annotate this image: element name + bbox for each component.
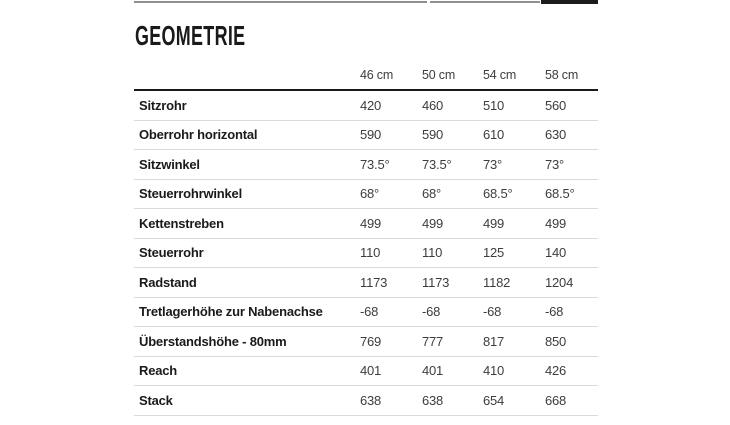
- row-label: Stack: [139, 392, 173, 408]
- cell-value: 777: [422, 333, 444, 349]
- cell-value: 510: [483, 97, 505, 113]
- cell-value: 68.5°: [545, 186, 575, 202]
- active-tab-indicator[interactable]: [541, 0, 598, 4]
- row-label: Tretlagerhöhe zur Nabenachse: [139, 304, 323, 320]
- column-header-50cm: 50 cm: [422, 67, 456, 82]
- row-label: Sitzrohr: [139, 97, 187, 113]
- table-row-tretlagerhoehe: [134, 298, 598, 328]
- cell-value: 850: [545, 333, 567, 349]
- cell-value: 590: [422, 127, 444, 143]
- cell-value: 638: [422, 392, 444, 408]
- tab-border-left[interactable]: [134, 1, 427, 3]
- cell-value: 1182: [483, 274, 511, 290]
- row-label: Kettenstreben: [139, 215, 224, 231]
- page-title: GEOMETRIE: [135, 20, 246, 51]
- row-label: Überstandshöhe - 80mm: [139, 333, 287, 349]
- cell-value: 560: [545, 97, 567, 113]
- column-header-54cm: 54 cm: [483, 67, 517, 82]
- cell-value: 73°: [483, 156, 503, 172]
- cell-value: 110: [360, 245, 381, 261]
- table-row-steuerrohrwinkel: [134, 180, 598, 210]
- row-label: Reach: [139, 363, 178, 379]
- table-row-kettenstreben: [134, 209, 598, 239]
- cell-value: 638: [360, 392, 382, 408]
- table-row-stack: [134, 386, 598, 416]
- row-label: Oberrohr horizontal: [139, 127, 258, 143]
- cell-value: -68: [483, 304, 502, 320]
- cell-value: 73.5°: [360, 156, 390, 172]
- cell-value: 630: [545, 127, 567, 143]
- cell-value: 1173: [360, 274, 388, 290]
- cell-value: -68: [422, 304, 441, 320]
- cell-value: 140: [545, 245, 567, 261]
- geometry-table: [134, 60, 598, 416]
- cell-value: 1173: [422, 274, 450, 290]
- cell-value: 499: [422, 215, 444, 231]
- row-label: Sitzwinkel: [139, 156, 200, 172]
- cell-value: 610: [483, 127, 505, 143]
- cell-value: 817: [483, 333, 505, 349]
- tab-border-middle[interactable]: [430, 1, 540, 3]
- cell-value: 499: [483, 215, 505, 231]
- cell-value: 499: [360, 215, 382, 231]
- cell-value: 499: [545, 215, 567, 231]
- cell-value: 654: [483, 392, 505, 408]
- cell-value: 420: [360, 97, 382, 113]
- column-header-58cm: 58 cm: [545, 67, 579, 82]
- cell-value: 125: [483, 245, 505, 261]
- table-row-oberrohr-horizontal: [134, 121, 598, 151]
- table-row-steuerrohr: [134, 239, 598, 269]
- row-label: Radstand: [139, 274, 197, 290]
- row-label: Steuerrohrwinkel: [139, 186, 242, 202]
- cell-value: 401: [422, 363, 444, 379]
- cell-value: 1204: [545, 274, 574, 290]
- cell-value: 460: [422, 97, 444, 113]
- table-row-sitzwinkel: [134, 150, 598, 180]
- cell-value: -68: [360, 304, 379, 320]
- column-header-46cm: 46 cm: [360, 67, 394, 82]
- cell-value: 73.5°: [422, 156, 452, 172]
- cell-value: 426: [545, 363, 567, 379]
- table-header-row: [134, 60, 598, 91]
- cell-value: -68: [545, 304, 564, 320]
- cell-value: 68°: [422, 186, 442, 202]
- table-row-sitzrohr: [134, 91, 598, 121]
- cell-value: 68°: [360, 186, 380, 202]
- table-row-reach: [134, 357, 598, 387]
- cell-value: 410: [483, 363, 505, 379]
- cell-value: 769: [360, 333, 382, 349]
- cell-value: 73°: [545, 156, 565, 172]
- table-row-radstand: [134, 268, 598, 298]
- cell-value: 401: [360, 363, 382, 379]
- cell-value: 68.5°: [483, 186, 513, 202]
- cell-value: 590: [360, 127, 382, 143]
- row-label: Steuerrohr: [139, 245, 204, 261]
- cell-value: 110: [422, 245, 443, 261]
- table-row-ueberstandshoehe: [134, 327, 598, 357]
- cell-value: 668: [545, 392, 567, 408]
